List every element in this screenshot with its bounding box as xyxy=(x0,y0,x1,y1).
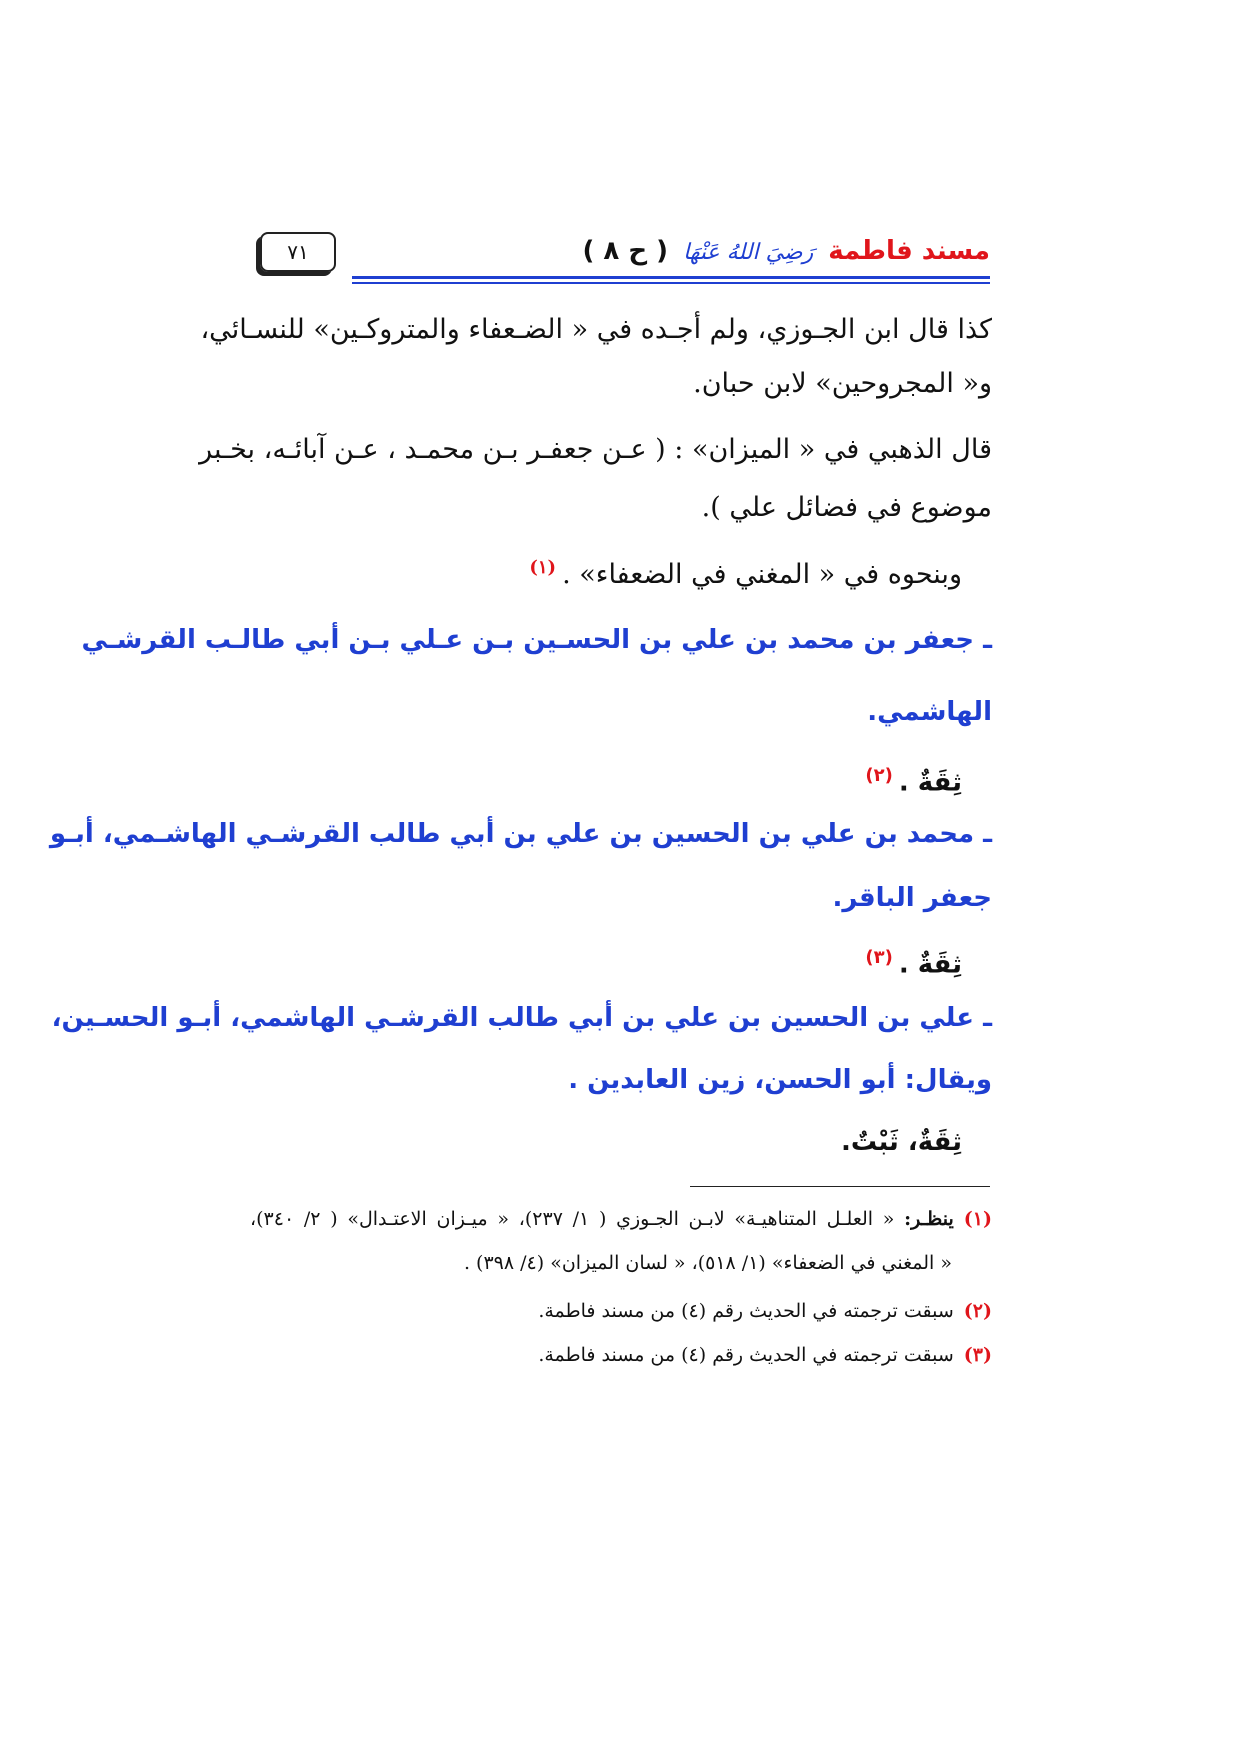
footnote-number: (١) xyxy=(963,1208,992,1230)
footnote-number: (٢) xyxy=(963,1300,992,1322)
page-header xyxy=(250,228,990,284)
footnote-lead: ينظـر: xyxy=(904,1208,954,1230)
paragraph-line: و« المجروحين» لابن حبان. xyxy=(693,368,992,399)
paragraph-text: وبنحوه في « المغني في الضعفاء» . xyxy=(562,559,962,590)
grade-text: ثِقَةٌ . xyxy=(898,949,962,980)
footnote-2 xyxy=(250,1296,992,1326)
narrator-heading: جعفر الباقر. xyxy=(832,883,992,913)
header-rule-thick xyxy=(352,276,990,279)
footnote-separator xyxy=(690,1186,990,1187)
running-title xyxy=(582,236,990,266)
narrator-grade xyxy=(250,756,992,803)
footnote-ref[interactable]: (١) xyxy=(529,557,557,578)
grade-text: ثِقَةٌ . xyxy=(898,767,962,798)
footnote-text: سبقت ترجمته في الحديث رقم (٤) من مسند فاطمة. xyxy=(538,1344,954,1366)
paragraph-line: قال الذهبي في « الميزان» : ( عـن جعفـر بـن محمـد ، عـن آبائـه، بخـبر xyxy=(199,434,992,465)
hadith-number: ( ح ٨ ) xyxy=(582,236,669,266)
footnote-ref[interactable]: (٣) xyxy=(865,947,893,968)
narrator-heading: ـ محمد بن علي بن الحسين بن علي بن أبي طالب القرشـي الهاشـمي، أبـو xyxy=(49,819,992,849)
footnote-ref[interactable]: (٢) xyxy=(865,765,893,786)
narrator-heading: ـ جعفر بن محمد بن علي بن الحسـين بـن عـلي بـن أبي طالـب القرشـي xyxy=(81,625,992,655)
page-number: ٧١ xyxy=(287,240,309,264)
footnote-number: (٣) xyxy=(963,1344,992,1366)
narrator-grade: ثِقَةٌ، ثَبْتٌ. xyxy=(841,1127,962,1157)
footnote-1-continued: « المغني في الضعفاء» (١/ ٥١٨)، « لسان الميزان» (٤/ ٣٩٨) . xyxy=(463,1252,952,1274)
narrator-heading: ـ علي بن الحسين بن علي بن أبي طالب القرشـي الهاشمي، أبـو الحسـين، xyxy=(51,1003,992,1033)
footnote-1 xyxy=(250,1204,992,1234)
header-rule-thin xyxy=(352,282,990,284)
footnote-text: « العلـل المتناهيـة» لابـن الجـوزي ( ١/ ٢٣٧)، « ميـزان الاعتـدال» ( ٢/ ٣٤٠)، xyxy=(250,1208,895,1230)
paragraph-line xyxy=(250,548,992,595)
narrator-grade xyxy=(250,938,992,985)
blessing-phrase: رَضِيَ اللهُ عَنْهَا xyxy=(683,240,814,265)
paragraph-line: موضوع في فضائل علي ). xyxy=(701,492,992,523)
footnote-3 xyxy=(250,1340,992,1370)
book-title: مسند فاطمة xyxy=(828,236,990,266)
footnote-text: سبقت ترجمته في الحديث رقم (٤) من مسند فاطمة. xyxy=(538,1300,954,1322)
page-number-box xyxy=(260,232,336,272)
paragraph-line: كذا قال ابن الجـوزي، ولم أجـده في « الضـعفاء والمتروكـين» للنسـائي، xyxy=(200,314,992,345)
narrator-heading: الهاشمي. xyxy=(867,697,992,727)
narrator-heading: ويقال: أبو الحسن، زين العابدين . xyxy=(568,1065,992,1095)
